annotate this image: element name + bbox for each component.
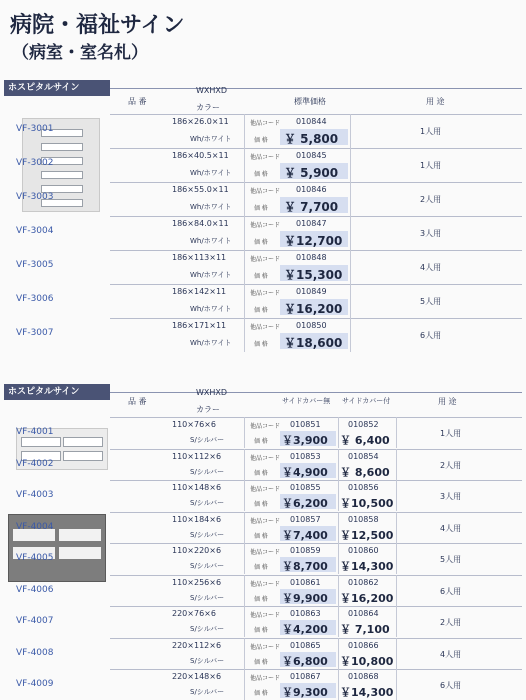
column-divider <box>350 182 351 216</box>
color-value: S/シルバー <box>190 593 225 602</box>
usage: 5人用 <box>420 297 442 306</box>
table-row <box>16 148 522 182</box>
product-code: 010865 <box>290 640 321 650</box>
column-divider <box>338 606 339 637</box>
model-number: VF-4008 <box>16 647 54 658</box>
column-divider <box>244 606 245 637</box>
column-divider <box>396 417 397 448</box>
product-code: 010845 <box>296 151 327 160</box>
code-tag: 他品コード <box>250 324 281 331</box>
price-tag: 価 格 <box>254 239 268 246</box>
section1-header-dim: WXHXD <box>196 86 228 95</box>
price: ￥ 7,700 <box>284 200 339 214</box>
column-divider <box>244 114 245 148</box>
table-row <box>16 480 522 511</box>
dimension: 220×76×6 <box>172 609 216 618</box>
section2-header-use: 用 途 <box>438 397 457 406</box>
product-code: 010868 <box>348 672 379 681</box>
price-tag: 価 格 <box>254 564 268 571</box>
product-code: 010864 <box>348 609 379 618</box>
color-value: Wh/ホワイト <box>190 271 232 279</box>
code-tag: 他品コード <box>250 256 281 263</box>
model-number: VF-3003 <box>16 192 54 202</box>
code-tag: 他品コード <box>250 154 281 161</box>
dimension: 186×171×11 <box>172 321 227 330</box>
column-divider <box>396 480 397 511</box>
column-divider <box>338 638 339 669</box>
model-number: VF-4003 <box>16 490 54 500</box>
section1-divider <box>110 88 522 89</box>
price: ￥12,700 <box>284 234 343 248</box>
price: ￥15,300 <box>284 268 343 282</box>
dimension: 110×112×6 <box>172 451 222 461</box>
product-code: 010861 <box>290 577 321 587</box>
color-value: S/シルバー <box>190 499 225 507</box>
model-number: VF-3002 <box>16 158 54 168</box>
section2-header-color: カラー <box>196 405 220 414</box>
model-number: VF-4005 <box>16 553 54 563</box>
usage: 4人用 <box>440 523 462 533</box>
price-with-cover: ￥14,300 <box>340 560 394 573</box>
column-divider <box>244 417 245 448</box>
column-divider <box>396 543 397 574</box>
price-no-cover: ￥6,200 <box>282 497 328 510</box>
row-separator <box>110 284 522 285</box>
price-tag: 価 格 <box>254 341 268 348</box>
table-row <box>16 449 522 480</box>
color-value: S/シルバー <box>190 467 225 476</box>
table-row <box>16 638 522 669</box>
price-tag: 価 格 <box>254 273 268 280</box>
row-separator <box>110 417 522 418</box>
price-tag: 価 格 <box>254 205 268 212</box>
product-code: 010866 <box>348 640 379 650</box>
code-tag: 他品コード <box>250 188 281 195</box>
section1-header-use: 用 途 <box>426 97 445 106</box>
column-divider <box>350 284 351 318</box>
dimension: 220×112×6 <box>172 640 222 650</box>
product-code: 010863 <box>290 609 321 618</box>
model-number: VF-4002 <box>16 458 54 469</box>
product-code: 010855 <box>290 483 321 492</box>
model-number: VF-3001 <box>16 124 54 134</box>
price-tag: 価 格 <box>254 171 268 178</box>
code-tag: 他品コード <box>250 549 281 556</box>
usage: 5人用 <box>440 555 462 564</box>
table-row <box>16 114 522 148</box>
usage: 2人用 <box>420 195 442 204</box>
usage: 1人用 <box>420 127 442 136</box>
row-separator <box>110 250 522 251</box>
product-code: 010867 <box>290 672 321 681</box>
price-with-cover: ￥14,300 <box>340 686 394 699</box>
color-value: Wh/ホワイト <box>190 339 232 347</box>
row-separator <box>110 669 522 670</box>
column-divider <box>244 575 245 606</box>
product-code: 010862 <box>348 577 379 587</box>
code-tag: 他品コード <box>250 486 281 493</box>
column-divider <box>396 638 397 669</box>
column-divider <box>338 480 339 511</box>
color-value: S/シルバー <box>190 656 225 665</box>
price: ￥18,600 <box>284 336 343 350</box>
price-tag: 価 格 <box>254 532 268 540</box>
row-separator <box>110 318 522 319</box>
column-divider <box>396 512 397 543</box>
product-code: 010856 <box>348 483 379 492</box>
price-tag: 価 格 <box>254 469 268 477</box>
model-number: VF-3006 <box>16 294 54 304</box>
usage: 4人用 <box>440 649 462 659</box>
price-tag: 価 格 <box>254 595 268 603</box>
product-code: 010857 <box>290 514 321 524</box>
dimension: 186×55.0×11 <box>172 185 229 194</box>
usage: 6人用 <box>440 586 462 596</box>
column-divider <box>244 638 245 669</box>
table-row <box>16 512 522 543</box>
column-divider <box>244 250 245 284</box>
section2-header-dim: WXHXD <box>196 388 228 397</box>
product-code: 010850 <box>296 321 327 330</box>
model-number: VF-4006 <box>16 584 54 595</box>
model-number: VF-3004 <box>16 226 54 236</box>
color-value: S/シルバー <box>190 625 225 633</box>
product-code: 010858 <box>348 514 379 524</box>
product-code: 010849 <box>296 287 327 296</box>
column-divider <box>244 669 245 700</box>
row-separator <box>110 114 522 115</box>
code-tag: 他品コード <box>250 517 281 525</box>
price: ￥ 5,800 <box>284 132 339 146</box>
row-separator <box>110 182 522 183</box>
dimension: 186×40.5×11 <box>172 151 229 160</box>
column-divider <box>338 417 339 448</box>
usage: 4人用 <box>420 263 442 272</box>
code-tag: 他品コード <box>250 612 281 619</box>
usage: 2人用 <box>440 618 462 627</box>
column-divider <box>244 216 245 250</box>
price-no-cover: ￥8,700 <box>282 560 328 573</box>
section1-header-color: カラー <box>196 103 220 112</box>
table-row <box>16 575 522 606</box>
price-no-cover: ￥7,400 <box>282 528 328 542</box>
model-number: VF-4001 <box>16 427 54 437</box>
product-code: 010852 <box>348 420 379 429</box>
dimension: 110×148×6 <box>172 483 222 492</box>
row-separator <box>110 543 522 544</box>
color-value: S/シルバー <box>190 436 225 444</box>
column-divider <box>338 669 339 700</box>
dimension: 220×148×6 <box>172 672 222 681</box>
table-row <box>16 543 522 574</box>
usage: 6人用 <box>420 331 442 340</box>
table-row <box>16 216 522 250</box>
code-tag: 他品コード <box>250 423 281 430</box>
row-separator <box>110 480 522 481</box>
usage: 2人用 <box>440 460 462 470</box>
price-with-cover: ￥ 8,600 <box>340 465 390 479</box>
color-value: S/シルバー <box>190 530 225 539</box>
price: ￥16,200 <box>284 302 343 316</box>
usage: 6人用 <box>440 681 462 690</box>
color-value: Wh/ホワイト <box>190 169 232 177</box>
column-divider <box>338 543 339 574</box>
dimension: 186×26.0×11 <box>172 117 229 126</box>
product-code: 010848 <box>296 253 327 262</box>
color-value: Wh/ホワイト <box>190 203 232 211</box>
price-tag: 価 格 <box>254 137 268 144</box>
column-divider <box>244 148 245 182</box>
row-separator <box>110 512 522 513</box>
column-divider <box>350 250 351 284</box>
section2-header-model: 品 番 <box>128 397 147 406</box>
column-divider <box>350 148 351 182</box>
column-divider <box>396 449 397 480</box>
product-code: 010859 <box>290 546 321 555</box>
dimension: 110×220×6 <box>172 546 222 555</box>
column-divider <box>350 216 351 250</box>
price-tag: 価 格 <box>254 627 268 634</box>
table-row <box>16 417 522 448</box>
color-value: Wh/ホワイト <box>190 305 232 313</box>
color-value: S/シルバー <box>190 562 225 570</box>
code-tag: 他品コード <box>250 290 281 297</box>
dimension: 186×84.0×11 <box>172 219 229 228</box>
price-no-cover: ￥4,900 <box>282 465 328 479</box>
price-no-cover: ￥3,900 <box>282 434 328 447</box>
product-code: 010846 <box>296 185 327 194</box>
dimension: 110×184×6 <box>172 514 222 524</box>
column-divider <box>244 449 245 480</box>
column-divider <box>244 512 245 543</box>
column-divider <box>350 114 351 148</box>
code-tag: 他品コード <box>250 222 281 229</box>
product-code: 010847 <box>296 219 327 228</box>
code-tag: 他品コード <box>250 454 281 462</box>
column-divider <box>244 543 245 574</box>
column-divider <box>244 480 245 511</box>
model-number: VF-4007 <box>16 616 54 626</box>
code-tag: 他品コード <box>250 675 281 682</box>
model-number: VF-4004 <box>16 521 54 532</box>
product-code: 010844 <box>296 117 327 126</box>
section1-label: ホスピタルサイン <box>4 80 110 96</box>
price-tag: 価 格 <box>254 307 268 314</box>
table-row <box>16 669 522 700</box>
table-row <box>16 318 522 352</box>
table-row <box>16 284 522 318</box>
row-separator <box>110 575 522 576</box>
price-tag: 価 格 <box>254 690 268 697</box>
section1-header-price: 標準価格 <box>294 97 326 106</box>
usage: 3人用 <box>420 229 442 238</box>
column-divider <box>396 606 397 637</box>
dimension: 110×76×6 <box>172 420 216 429</box>
model-number: VF-3005 <box>16 260 54 270</box>
usage: 1人用 <box>440 429 462 438</box>
section2-label: ホスピタルサイン <box>4 384 110 400</box>
price-no-cover: ￥9,300 <box>282 686 328 699</box>
row-separator <box>110 449 522 450</box>
color-value: S/シルバー <box>190 688 225 696</box>
column-divider <box>396 575 397 606</box>
price-no-cover: ￥9,900 <box>282 591 328 605</box>
product-code: 010860 <box>348 546 379 555</box>
row-separator <box>110 638 522 639</box>
price-tag: 価 格 <box>254 501 268 508</box>
column-divider <box>244 284 245 318</box>
model-number: VF-4009 <box>16 679 54 689</box>
usage: 3人用 <box>440 492 462 501</box>
row-separator <box>110 148 522 149</box>
column-divider <box>350 318 351 352</box>
usage: 1人用 <box>420 161 442 170</box>
row-separator <box>110 606 522 607</box>
dimension: 186×142×11 <box>172 287 227 296</box>
price-no-cover: ￥4,200 <box>282 623 328 636</box>
column-divider <box>338 512 339 543</box>
price-with-cover: ￥10,800 <box>340 654 394 668</box>
price-with-cover: ￥16,200 <box>340 591 394 605</box>
table-row <box>16 606 522 637</box>
column-divider <box>338 449 339 480</box>
price-tag: 価 格 <box>254 658 268 666</box>
page-title: 病院・福祉サイン <box>10 13 185 38</box>
section2-header-price2: サイドカバー付 <box>342 397 391 405</box>
product-code: 010853 <box>290 451 321 461</box>
page-subtitle: （病室・室名札） <box>12 43 148 63</box>
section2-header-price1: サイドカバー無 <box>282 397 331 405</box>
code-tag: 他品コード <box>250 580 281 588</box>
column-divider <box>244 182 245 216</box>
price-with-cover: ￥12,500 <box>340 528 394 542</box>
table-row <box>16 182 522 216</box>
table-row <box>16 250 522 284</box>
dimension: 186×113×11 <box>172 253 227 262</box>
product-code: 010854 <box>348 451 379 461</box>
dimension: 110×256×6 <box>172 577 222 587</box>
product-code: 010851 <box>290 420 321 429</box>
price-no-cover: ￥6,800 <box>282 654 328 668</box>
price-with-cover: ￥ 6,400 <box>340 434 390 447</box>
price: ￥ 5,900 <box>284 166 339 180</box>
code-tag: 他品コード <box>250 643 281 651</box>
code-tag: 他品コード <box>250 120 281 127</box>
price-with-cover: ￥ 7,100 <box>340 623 390 636</box>
column-divider <box>396 669 397 700</box>
row-separator <box>110 216 522 217</box>
section1-header-model: 品 番 <box>128 97 147 106</box>
color-value: Wh/ホワイト <box>190 135 232 143</box>
column-divider <box>338 575 339 606</box>
color-value: Wh/ホワイト <box>190 237 232 245</box>
section2-divider <box>110 392 522 393</box>
column-divider <box>244 318 245 352</box>
model-number: VF-3007 <box>16 328 54 338</box>
price-tag: 価 格 <box>254 438 268 445</box>
price-with-cover: ￥10,500 <box>340 497 394 510</box>
